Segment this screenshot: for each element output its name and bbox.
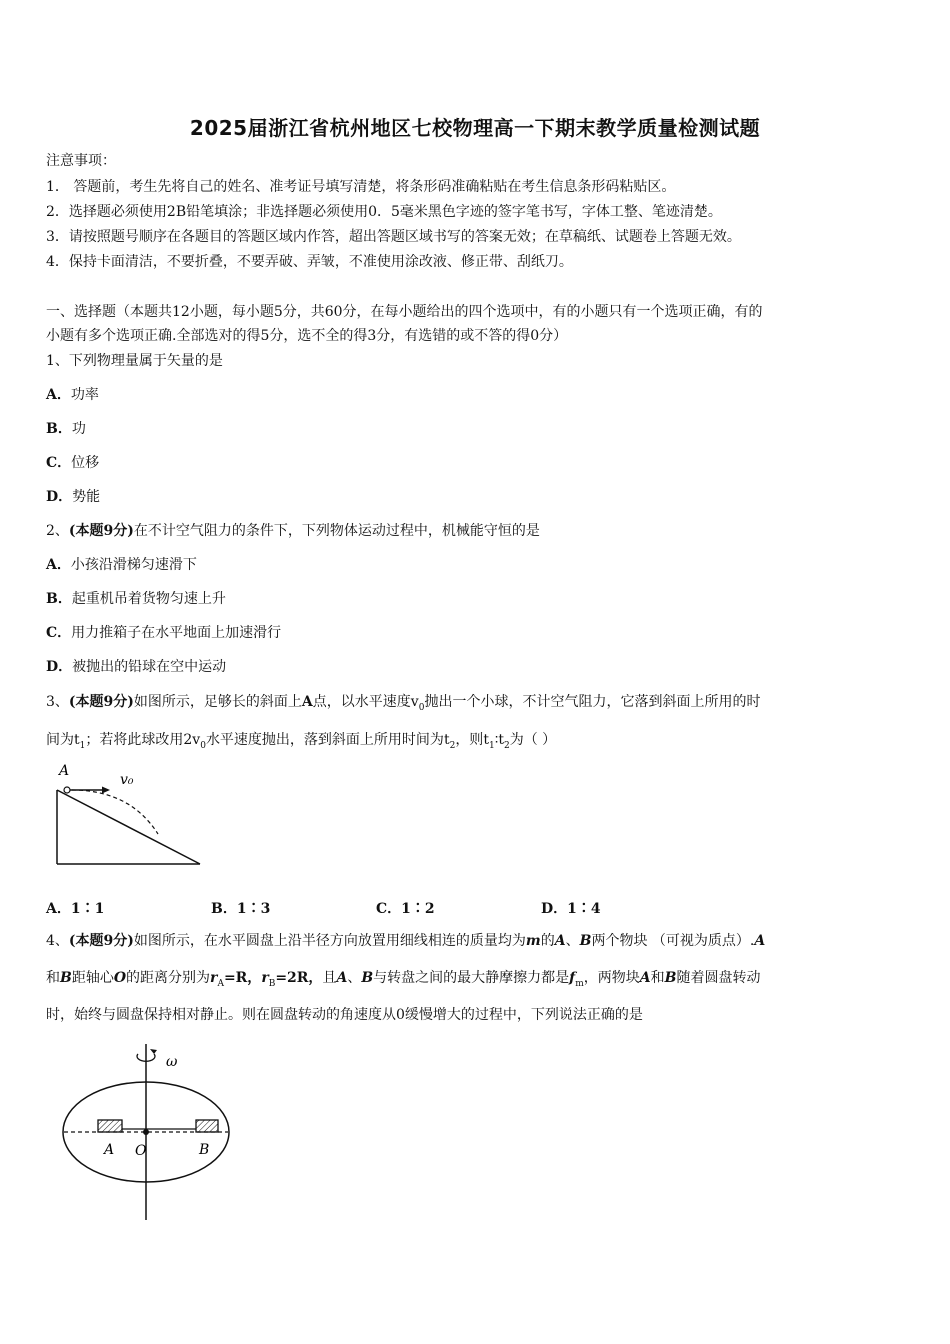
- incline-slope-edge: [57, 790, 200, 864]
- section-header-line2: 小题有多个选项正确.全部选对的得5分，选不全的得3分，有选错的或不答的得0分）: [46, 328, 568, 344]
- label-omega: ω: [166, 1054, 178, 1070]
- q3-option-a: A．1∶1: [46, 901, 105, 917]
- notice-item-3: 3．请按照题号顺序在各题目的答题区域内作答，超出答题区域书写的答案无效；在草稿纸、试题卷上答题无效。: [46, 229, 741, 245]
- q2-option-a: A．小孩沿滑梯匀速滑下: [46, 557, 197, 573]
- notice-item-1: 1． 答题前，考生先将自己的姓名、准考证号填写清楚，将条形码准确粘贴在考生信息条形码粘贴区。: [46, 179, 676, 195]
- notice-item-4: 4．保持卡面清洁，不要折叠，不要弄破、弄皱，不准使用涂改液、修正带、刮纸刀。: [46, 254, 573, 270]
- q3-option-d: D．1∶4: [541, 901, 601, 917]
- q3-incline-figure: [50, 760, 210, 870]
- ball-icon: [64, 787, 70, 793]
- q4-disk-figure: [58, 1040, 243, 1225]
- q2-option-d: D．被抛出的铅球在空中运动: [46, 659, 227, 675]
- label-v0: v₀: [120, 772, 134, 788]
- q2-stem: 2、(本题9分)在不计空气阻力的条件下，下列物体运动过程中，机械能守恒的是: [46, 523, 540, 539]
- notice-item-2: 2．选择题必须使用2B铅笔填涂；非选择题必须使用0．5毫米黑色字迹的签字笔书写，字体工整、笔迹清楚。: [46, 204, 722, 220]
- q4-stem-line3: 时，始终与圆盘保持相对静止。则在圆盘转动的角速度从0缓慢增大的过程中，下列说法正确的是: [46, 1007, 643, 1023]
- section-header-line1: 一、选择题（本题共12小题，每小题5分，共60分，在每小题给出的四个选项中，有的小题只有一个选项正确，有的: [46, 304, 763, 320]
- q3-stem-line2: 间为$t_1$；若将此球改用$2v_0$水平速度抛出，落到斜面上所用时间为$t_2$，则$t_1∶t_2$为（ ）: [46, 732, 557, 751]
- q1-option-a: A．功率: [46, 387, 99, 403]
- q4-stem-line1: 4、(本题9分)如图所示，在水平圆盘上沿半径方向放置用细线相连的质量均为m的A、B两个物块 （可视为质点）.A: [46, 933, 766, 949]
- velocity-arrowhead-icon: [102, 787, 110, 794]
- q1-option-d: D．势能: [46, 489, 101, 505]
- page-title: 2025届浙江省杭州地区七校物理高一下期末教学质量检测试题: [189, 116, 761, 140]
- label-o: O: [135, 1143, 147, 1159]
- label-b: B: [199, 1142, 210, 1158]
- q2-option-b: B．起重机吊着货物匀速上升: [46, 591, 226, 607]
- q1-option-b: B．功: [46, 421, 86, 437]
- block-a: [98, 1120, 122, 1132]
- label-a: A: [59, 763, 70, 779]
- q1-option-c: C．位移: [46, 455, 100, 471]
- q3-option-b: B．1∶3: [211, 901, 271, 917]
- rotation-arrowhead-icon: [150, 1049, 157, 1054]
- q2-option-c: C．用力推箱子在水平地面上加速滑行: [46, 625, 282, 641]
- q3-option-c: C．1∶2: [376, 901, 435, 917]
- block-b: [196, 1120, 218, 1132]
- axis-center-dot: [143, 1129, 149, 1135]
- trajectory-curve: [72, 790, 158, 834]
- q3-stem-line1: 3、(本题9分)如图所示，足够长的斜面上A点，以水平速度$v_0$抛出一个小球，不计空气阻力，它落到斜面上所用的时: [46, 694, 761, 713]
- q1-stem: 1、下列物理量属于矢量的是: [46, 353, 223, 369]
- notice-heading: 注意事项：: [46, 153, 116, 169]
- q4-stem-line2: 和B距轴心O的距离分别为$r_A=R$，$r_B=2R$，且A、B与转盘之间的最大静摩擦力都是$f_m$，两物块A和B随着圆盘转动: [46, 970, 761, 989]
- label-a: A: [104, 1142, 115, 1158]
